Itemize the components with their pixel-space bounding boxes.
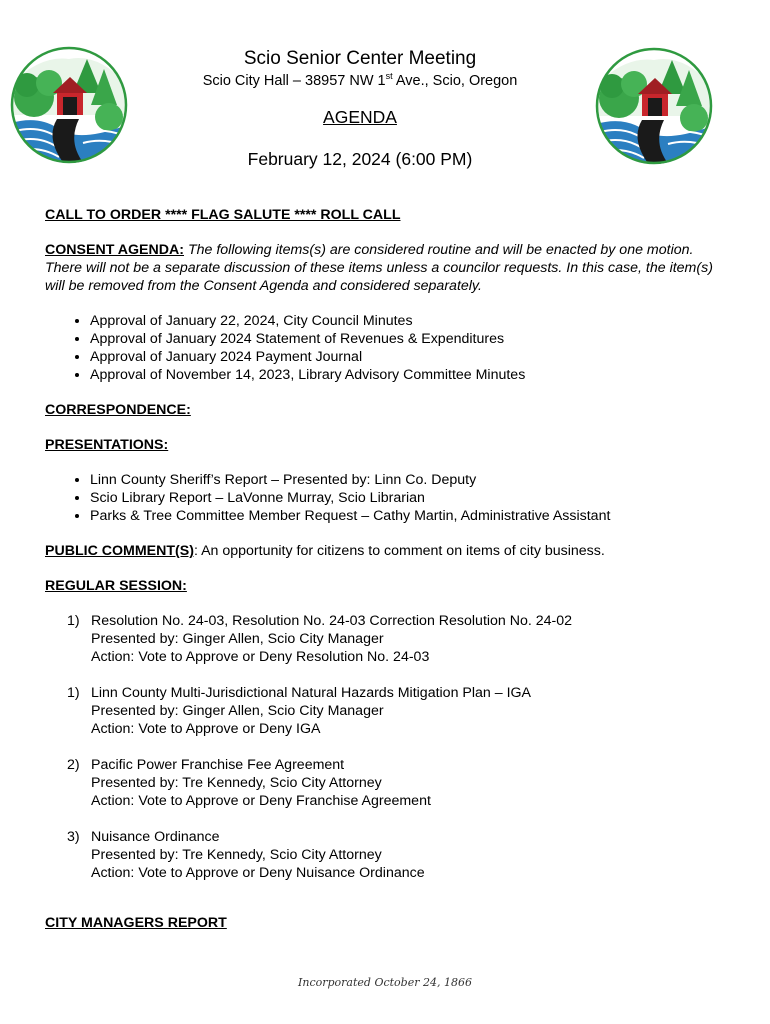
item-number: 2) [67,757,80,773]
public-comment-text: : An opportunity for citizens to comment on items of city business. [193,543,605,559]
address-ordinal-suffix: st [385,71,393,81]
presentations-heading: PRESENTATIONS: [45,437,169,453]
item-number: 1) [67,613,80,629]
session-item [45,756,725,810]
consent-agenda-heading: CONSENT AGENDA: [45,242,184,258]
public-comment-heading: PUBLIC COMMENT(S) [45,543,194,559]
item-title: Linn County Multi-Jurisdictional Natural Hazards Mitigation Plan – IGA [91,685,532,701]
session-item [45,612,725,666]
meeting-date: February 12, 2024 (6:00 PM) [247,149,473,169]
meeting-address [160,71,560,89]
footer-incorporated: Incorporated October 24, 1866 [298,976,472,989]
item-title: Pacific Power Franchise Fee Agreement [91,757,345,773]
agenda-content [45,206,725,932]
item-action: Action: Vote to Approve or Deny IGA [91,721,321,737]
item-action: Action: Vote to Approve or Deny Nuisance Ordinance [91,865,425,881]
item-presenter: Presented by: Tre Kennedy, Scio City Attorney [91,847,382,863]
regular-session-heading: REGULAR SESSION: [45,578,187,594]
city-managers-report-heading: CITY MANAGERS REPORT [45,915,227,931]
correspondence-heading: CORRESPONDENCE: [45,402,191,418]
meeting-title: Scio Senior Center Meeting [243,48,477,69]
item-action: Action: Vote to Approve or Deny Franchise Agreement [91,793,431,809]
item-presenter: Presented by: Ginger Allen, Scio City Manager [91,631,384,647]
list-item: • Parks & Tree Committee Member Request – Cathy Martin, Administrative Assistant [90,507,725,525]
list-item: • Scio Library Report – LaVonne Murray, Scio Librarian [90,489,725,507]
consent-items-list [45,312,725,384]
address-part-2: Ave., Scio, Oregon [392,72,518,89]
regular-session-items [45,612,725,882]
list-item: • Approval of January 2024 Statement of Revenues & Expenditures [90,330,725,348]
item-number: 1) [67,685,80,701]
item-number: 3) [67,829,80,845]
list-item: • Approval of January 2024 Payment Journal [90,348,725,366]
list-item: • Linn County Sheriff’s Report – Presented by: Linn Co. Deputy [90,471,725,489]
agenda-heading: AGENDA [323,107,397,127]
session-item [45,684,725,738]
call-to-order-heading: CALL TO ORDER **** FLAG SALUTE **** ROLL CALL [45,207,401,223]
list-item: • Approval of November 14, 2023, Library Advisory Committee Minutes [90,366,725,384]
session-item [45,828,725,882]
consent-agenda-section [45,241,725,295]
public-comment-section [45,542,725,560]
address-part-1: Scio City Hall – 38957 NW 1 [202,72,386,89]
item-presenter: Presented by: Ginger Allen, Scio City Manager [91,703,384,719]
item-action: Action: Vote to Approve or Deny Resolution No. 24-03 [91,649,430,665]
city-seal-logo-left [9,45,129,165]
consent-agenda-text: The following items(s) are considered routine and will be enacted by one motion. There will not be a separate discussion of these items unless a councilor requests. In this case, the item(s) will be removed from the Consent Agenda and considered separately. [45,242,713,294]
item-title: Resolution No. 24-03, Resolution No. 24-03 Correction Resolution No. 24-02 [91,613,573,629]
city-seal-logo-right [594,46,714,166]
presentations-list [45,471,725,525]
item-presenter: Presented by: Tre Kennedy, Scio City Attorney [91,775,382,791]
list-item: • Approval of January 22, 2024, City Council Minutes [90,312,725,330]
item-title: Nuisance Ordinance [91,829,220,845]
